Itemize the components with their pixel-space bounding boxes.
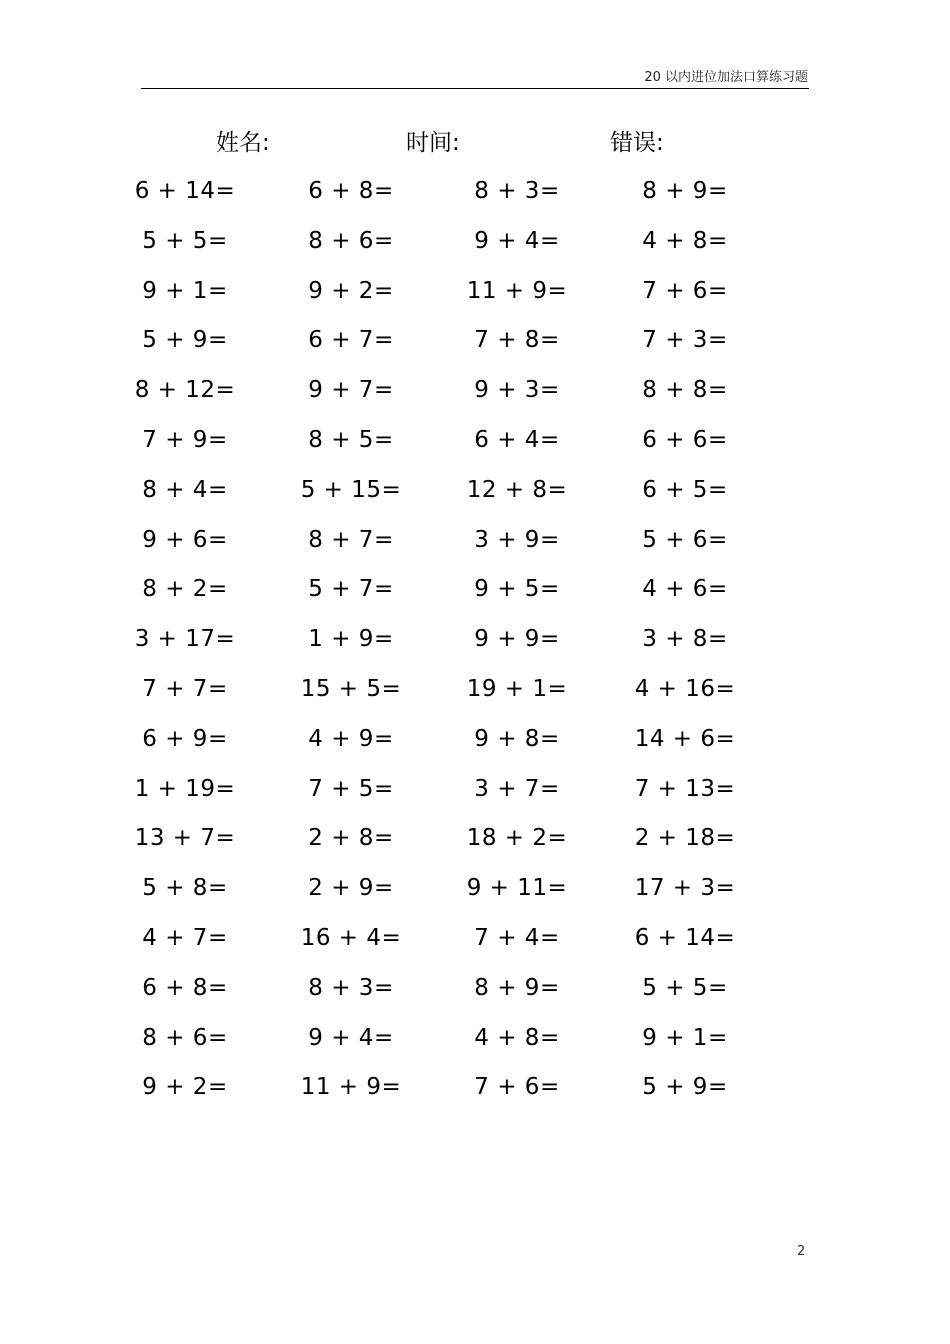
addition-problem: 6 + 5=	[642, 476, 728, 503]
addition-problem: 4 + 16=	[634, 676, 736, 702]
errors-label: 错误:	[610, 130, 664, 156]
addition-problem: 3 + 9=	[474, 526, 560, 553]
problem-row	[0, 965, 950, 1015]
name-label: 姓名:	[216, 130, 270, 156]
addition-problem: 8 + 2=	[142, 576, 228, 603]
addition-problem: 9 + 2=	[308, 277, 394, 304]
addition-problem: 7 + 5=	[308, 775, 394, 802]
addition-problem: 8 + 4=	[142, 476, 228, 503]
addition-problem: 8 + 7=	[308, 526, 394, 553]
header-divider	[141, 88, 809, 89]
problem-row	[0, 815, 950, 865]
addition-problem: 9 + 4=	[474, 227, 560, 254]
addition-problem: 6 + 9=	[142, 725, 228, 752]
addition-problem: 4 + 7=	[142, 925, 228, 951]
addition-problem: 7 + 9=	[142, 427, 228, 453]
addition-problem: 9 + 7=	[308, 377, 394, 404]
addition-problem: 8 + 3=	[474, 178, 560, 204]
problem-row	[0, 467, 950, 517]
addition-problem: 18 + 2=	[466, 825, 568, 852]
student-info-row	[0, 126, 950, 160]
addition-problem: 4 + 9=	[308, 725, 394, 752]
addition-problem: 9 + 2=	[142, 1074, 228, 1101]
addition-problem: 4 + 8=	[642, 227, 728, 254]
problem-row	[0, 616, 950, 666]
addition-problem: 11 + 9=	[300, 1074, 402, 1101]
addition-problem: 9 + 6=	[142, 526, 228, 553]
addition-problem: 5 + 5=	[142, 227, 228, 254]
addition-problem: 3 + 17=	[134, 626, 236, 653]
problem-row	[0, 766, 950, 816]
addition-problem: 7 + 7=	[142, 676, 228, 702]
addition-problem: 9 + 3=	[474, 377, 560, 404]
problem-row	[0, 317, 950, 367]
addition-problem: 8 + 5=	[308, 427, 394, 453]
addition-problem: 7 + 6=	[642, 277, 728, 304]
problem-row	[0, 566, 950, 616]
addition-problem: 8 + 9=	[642, 178, 728, 204]
addition-problem: 7 + 4=	[474, 925, 560, 951]
problem-row	[0, 367, 950, 417]
addition-problem: 8 + 12=	[134, 377, 236, 404]
addition-problem: 7 + 13=	[634, 775, 736, 802]
problem-row	[0, 1015, 950, 1065]
addition-problem: 8 + 6=	[142, 1024, 228, 1051]
addition-problem: 3 + 7=	[474, 775, 560, 802]
addition-problem: 16 + 4=	[300, 925, 402, 951]
addition-problem: 5 + 9=	[642, 1074, 728, 1101]
addition-problem: 5 + 6=	[642, 526, 728, 553]
addition-problem: 6 + 7=	[308, 327, 394, 354]
addition-problem: 5 + 7=	[308, 576, 394, 603]
addition-problem: 7 + 8=	[474, 327, 560, 354]
addition-problem: 12 + 8=	[466, 476, 568, 503]
problem-row	[0, 218, 950, 268]
addition-problem: 5 + 8=	[142, 875, 228, 902]
addition-problem: 5 + 5=	[642, 974, 728, 1001]
addition-problem: 2 + 18=	[634, 825, 736, 852]
addition-problem: 8 + 3=	[308, 974, 394, 1001]
addition-problem: 9 + 8=	[474, 725, 560, 752]
addition-problem: 11 + 9=	[466, 277, 568, 304]
addition-problem: 9 + 9=	[474, 626, 560, 653]
addition-problem: 6 + 8=	[308, 178, 394, 204]
addition-problem: 2 + 8=	[308, 825, 394, 852]
addition-problem: 1 + 19=	[134, 775, 236, 802]
problem-grid	[0, 168, 950, 1118]
problem-row	[0, 666, 950, 716]
addition-problem: 19 + 1=	[466, 676, 568, 702]
addition-problem: 7 + 3=	[642, 327, 728, 354]
addition-problem: 17 + 3=	[634, 875, 736, 902]
addition-problem: 9 + 1=	[142, 277, 228, 304]
addition-problem: 15 + 5=	[300, 676, 402, 702]
addition-problem: 9 + 1=	[642, 1024, 728, 1051]
time-label: 时间:	[406, 130, 460, 156]
problem-row	[0, 517, 950, 567]
addition-problem: 3 + 8=	[642, 626, 728, 653]
problem-row	[0, 915, 950, 965]
addition-problem: 6 + 8=	[142, 974, 228, 1001]
problem-row	[0, 1064, 950, 1114]
addition-problem: 8 + 6=	[308, 227, 394, 254]
addition-problem: 9 + 4=	[308, 1024, 394, 1051]
addition-problem: 14 + 6=	[634, 725, 736, 752]
problem-row	[0, 865, 950, 915]
addition-problem: 6 + 14=	[634, 925, 736, 951]
addition-problem: 6 + 6=	[642, 427, 728, 453]
addition-problem: 4 + 8=	[474, 1024, 560, 1051]
addition-problem: 8 + 9=	[474, 974, 560, 1001]
problem-row	[0, 168, 950, 218]
addition-problem: 7 + 6=	[474, 1074, 560, 1101]
addition-problem: 6 + 14=	[134, 178, 236, 204]
addition-problem: 5 + 15=	[300, 476, 402, 503]
problem-row	[0, 417, 950, 467]
worksheet-header-title: 20 以内进位加法口算练习题	[644, 70, 808, 85]
addition-problem: 8 + 8=	[642, 377, 728, 404]
addition-problem: 6 + 4=	[474, 427, 560, 453]
addition-problem: 13 + 7=	[134, 825, 236, 852]
problem-row	[0, 268, 950, 318]
addition-problem: 1 + 9=	[308, 626, 394, 653]
addition-problem: 2 + 9=	[308, 875, 394, 902]
problem-row	[0, 716, 950, 766]
page-number: 2	[797, 1244, 806, 1259]
addition-problem: 4 + 6=	[642, 576, 728, 603]
addition-problem: 9 + 5=	[474, 576, 560, 603]
addition-problem: 9 + 11=	[466, 875, 568, 902]
addition-problem: 5 + 9=	[142, 327, 228, 354]
